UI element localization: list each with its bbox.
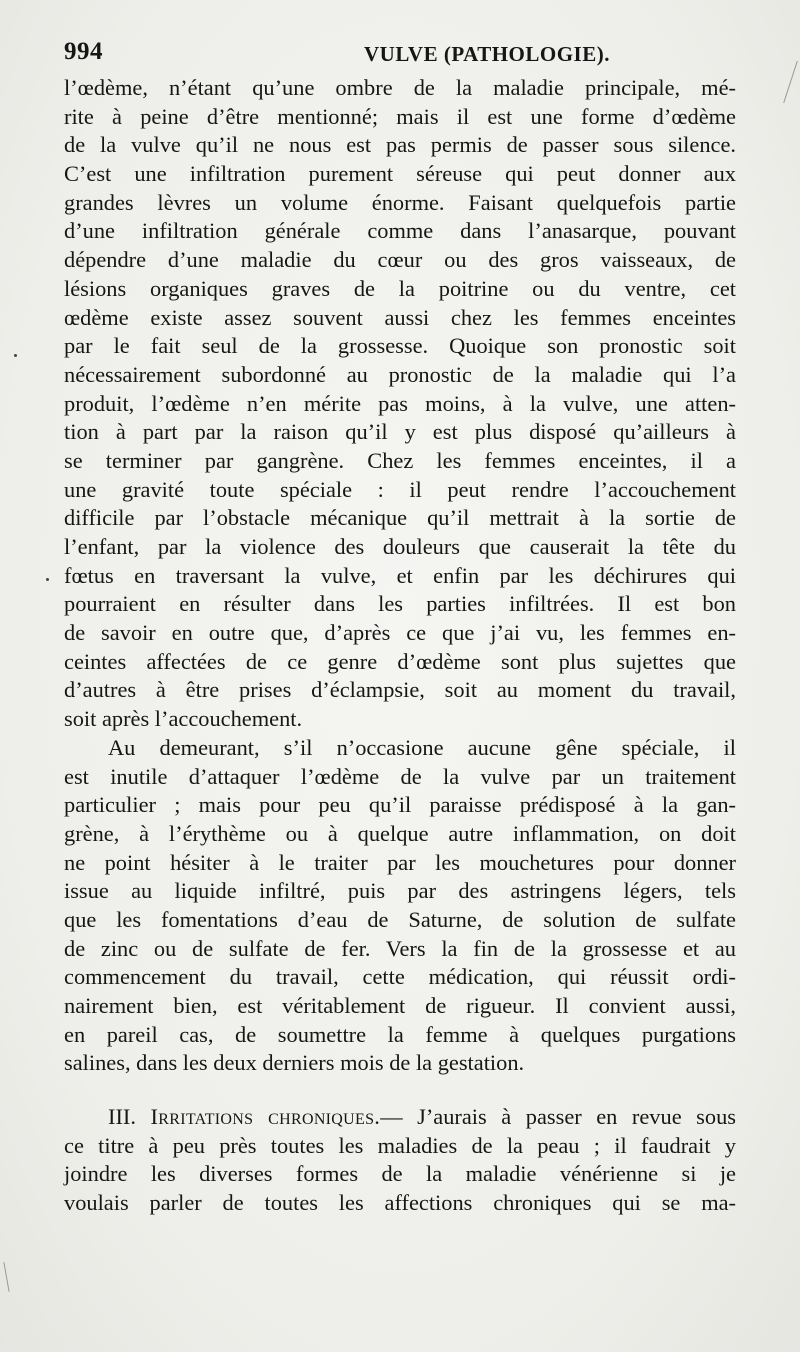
text-line: issue au liquide infiltré, puis par des astringens légers, tels bbox=[64, 878, 736, 904]
page-edge-mark bbox=[3, 1262, 9, 1292]
text-line: œdème existe assez souvent aussi chez les femmes enceintes bbox=[64, 304, 736, 330]
section-heading: Irritations chroniques. bbox=[150, 1104, 381, 1130]
text-line: nécessairement subordonné au pronostic de la maladie qui l’a bbox=[64, 361, 736, 387]
text-line: grandes lèvres un volume énorme. Faisant quelquefois partie bbox=[64, 189, 736, 215]
text-line: dépendre d’une maladie du cœur ou des gros vaisseaux, de bbox=[64, 247, 736, 273]
text-line: Au demeurant, s’il n’occasione aucune gêne spéciale, il bbox=[108, 734, 736, 760]
page-number: 994 bbox=[64, 38, 103, 65]
page-header bbox=[64, 38, 736, 72]
text-line: fœtus en traversant la vulve, et enfin par les déchirures qui bbox=[64, 562, 736, 588]
text-line: — J’aurais à passer en revue sous bbox=[380, 1104, 736, 1130]
text-line: de savoir en outre que, d’après ce que j’ai vu, les femmes en- bbox=[64, 620, 736, 646]
text-line: de la vulve qu’il ne nous est pas permis de passer sous silence. bbox=[64, 132, 736, 158]
text-line: produit, l’œdème n’en mérite pas moins, à la vulve, une atten- bbox=[64, 390, 736, 416]
text-line: grène, à l’érythème ou à quelque autre inflammation, on doit bbox=[64, 820, 736, 846]
text-line: ce titre à peu près toutes les maladies de la peau ; il faudrait y bbox=[64, 1132, 736, 1158]
section-heading-line bbox=[64, 1103, 736, 1132]
section-chronic-irritations bbox=[64, 1103, 736, 1218]
running-head: VULVE (PATHOLOGIE). bbox=[364, 42, 610, 66]
text-line: d’une infiltration générale comme dans l’anasarque, pouvant bbox=[64, 218, 736, 244]
text-line: une gravité toute spéciale : il peut rendre l’accouchement bbox=[64, 476, 736, 502]
paragraph-treatment bbox=[64, 734, 736, 1078]
text-line: difficile par l’obstacle mécanique qu’il mettrait à la sortie de bbox=[64, 505, 736, 531]
margin-dot bbox=[46, 578, 49, 581]
text-line: l’enfant, par la violence des douleurs que causerait la tête du bbox=[64, 534, 736, 559]
text-line: ne point hésiter à le traiter par les mouchetures pour donner bbox=[64, 849, 736, 875]
text-line: par le fait seul de la grossesse. Quoique son pronostic soit bbox=[64, 333, 736, 359]
text-line: que les fomentations d’eau de Saturne, de solution de sulfate bbox=[64, 906, 736, 932]
text-line: pourraient en résulter dans les parties infiltrées. Il est bon bbox=[64, 591, 736, 617]
section-spacer bbox=[64, 1078, 736, 1103]
text-line: particulier ; mais pour peu qu’il paraisse prédisposé à la gan- bbox=[64, 792, 736, 818]
text-line: d’autres à être prises d’éclampsie, soit au moment du travail, bbox=[64, 677, 736, 703]
text-line: joindre les diverses formes de la maladie vénérienne si je bbox=[64, 1161, 736, 1187]
text-line: commencement du travail, cette médication, qui réussit ordi- bbox=[64, 964, 736, 990]
text-line: tion à part par la raison qu’il y est plus disposé qu’ailleurs à bbox=[64, 419, 736, 445]
margin-dot bbox=[14, 354, 17, 357]
page-edge-mark bbox=[783, 61, 798, 103]
text-line: voulais parler de toutes les affections chroniques qui se ma- bbox=[64, 1190, 736, 1216]
text-line: C’est une infiltration purement séreuse qui peut donner aux bbox=[64, 161, 736, 187]
text-line: nairement bien, est véritablement de rigueur. Il convient aussi, bbox=[64, 993, 736, 1018]
paragraph-edema bbox=[64, 74, 736, 734]
text-line: lésions organiques graves de la poitrine ou du ventre, cet bbox=[64, 275, 736, 301]
text-line: l’œdème, n’étant qu’une ombre de la maladie principale, mé- bbox=[64, 75, 736, 100]
text-line: salines, dans les deux derniers mois de la gestation. bbox=[64, 1050, 525, 1076]
text-line: de zinc ou de sulfate de fer. Vers la fin de la grossesse et au bbox=[64, 935, 736, 961]
text-line: ceintes affectées de ce genre d’œdème sont plus sujettes que bbox=[64, 648, 736, 674]
text-line: est inutile d’attaquer l’œdème de la vulve par un traitement bbox=[64, 763, 736, 789]
text-line: se terminer par gangrène. Chez les femmes enceintes, il a bbox=[64, 447, 736, 473]
section-numeral: III. bbox=[108, 1104, 136, 1130]
text-line: soit après l’accouchement. bbox=[64, 706, 303, 732]
text-line: rite à peine d’être mentionné; mais il est une forme d’œdème bbox=[64, 103, 736, 129]
text-line: en pareil cas, de soumettre la femme à quelques purgations bbox=[64, 1021, 736, 1047]
body-text bbox=[64, 74, 736, 1218]
